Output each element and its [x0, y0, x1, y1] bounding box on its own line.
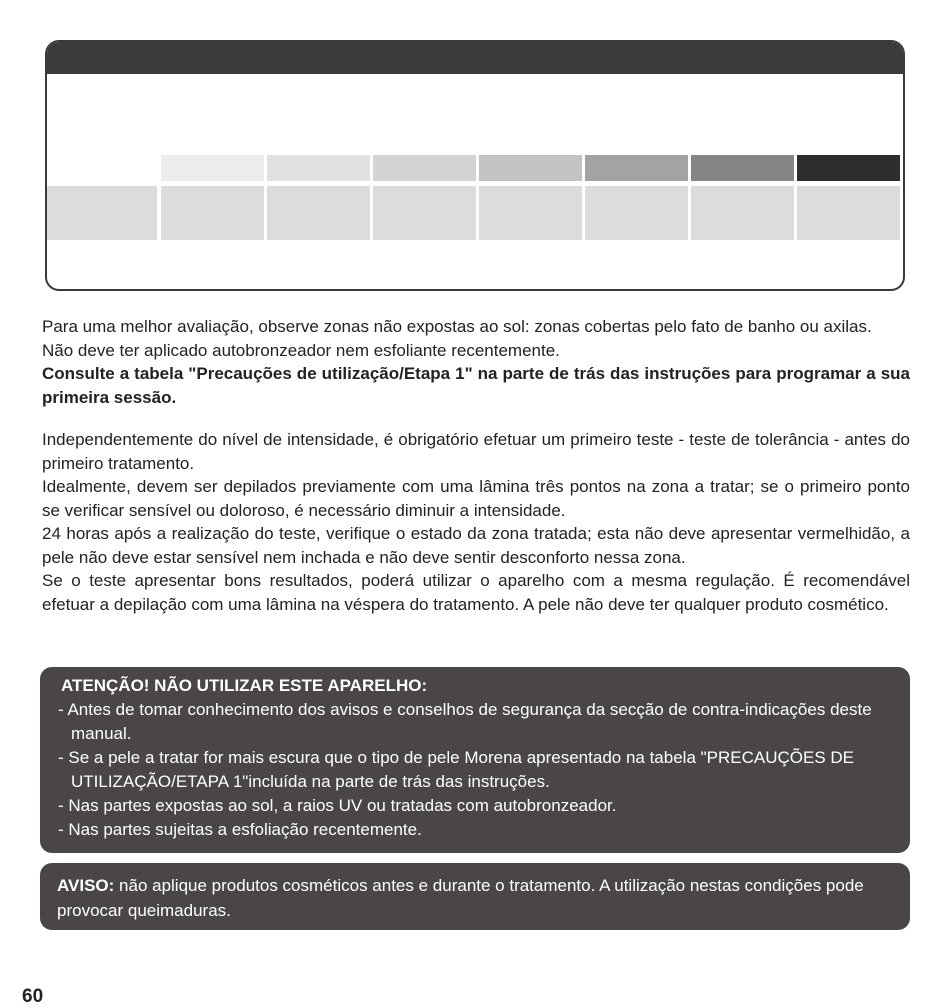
skin-tone-swatch [161, 155, 264, 181]
table-value-cell [797, 186, 900, 240]
skin-tone-swatch [797, 155, 900, 181]
table-value-row [47, 186, 903, 240]
aviso-label: AVISO: [57, 876, 115, 895]
warning-item: - Nas partes expostas ao sol, a raios UV ou tratadas com autobronzeador. [58, 796, 617, 815]
warning-item: - Antes de tomar conhecimento dos avisos e conselhos de segurança da secção de contra-indicações deste manual. [58, 700, 872, 743]
paragraph-results: Se o teste apresentar bons resultados, poderá utilizar o aparelho com a mesma regulação. É recomendável efetuar a depilação com uma lâmina na véspera do tratamento. A pele não deve ter qualquer produto cosmético. [42, 571, 910, 614]
table-value-cell [691, 186, 794, 240]
table-value-cell [161, 186, 264, 240]
paragraph-test-required: Independentemente do nível de intensidade, é obrigatório efetuar um primeiro teste - teste de tolerância - antes do primeiro tratamento. [42, 430, 910, 473]
test-paragraphs [42, 428, 910, 616]
bold-instruction: Consulte a tabela "Precauções de utilização/Etapa 1" na parte de trás das instruções para programar a sua primeira sessão. [42, 364, 910, 407]
warning-title: ATENÇÃO! NÃO UTILIZAR ESTE APARELHO: [61, 676, 428, 695]
intro-paragraph [42, 315, 910, 409]
table-row-header-cell [47, 186, 157, 240]
paragraph-24h-check: 24 horas após a realização do teste, verifique o estado da zona tratada; esta não deve apresentar vermelhidão, a pele não deve estar sensível nem inchada e não deve sentir desconforto nessa zona. [42, 524, 910, 567]
table-value-cell [479, 186, 582, 240]
skin-tone-swatch [691, 155, 794, 181]
table-value-cell [373, 186, 476, 240]
warning-box [40, 667, 910, 853]
paragraph-line: Não deve ter aplicado autobronzeador nem esfoliante recentemente. [42, 340, 560, 360]
skin-tone-swatch [373, 155, 476, 181]
warning-item: - Nas partes sujeitas a esfoliação recentemente. [58, 820, 422, 839]
paragraph-shaving: Idealmente, devem ser depilados previamente com uma lâmina três pontos na zona a tratar; se o primeiro ponto se verificar sensível ou doloroso, é necessário diminuir a intensidade. [42, 477, 910, 520]
aviso-box [40, 863, 910, 930]
skin-tone-swatch [479, 155, 582, 181]
skin-tone-swatch [267, 155, 370, 181]
page-number: 60 [22, 986, 44, 1007]
skin-type-table [45, 40, 905, 291]
paragraph-line: Para uma melhor avaliação, observe zonas não expostas ao sol: zonas cobertas pelo fato de banho ou axilas. [42, 317, 872, 336]
skin-tone-swatch [585, 155, 688, 181]
table-header-bar [47, 42, 903, 74]
warning-item: - Se a pele a tratar for mais escura que o tipo de pele Morena apresentado na tabela "PRECAUÇÕES DE UTILIZAÇÃO/ETAPA 1"incluída na parte de trás das instruções. [58, 748, 855, 791]
aviso-text: não aplique produtos cosméticos antes e durante o tratamento. A utilização nestas condições pode provocar queimaduras. [57, 876, 864, 920]
table-value-cell [267, 186, 370, 240]
table-value-cell [585, 186, 688, 240]
